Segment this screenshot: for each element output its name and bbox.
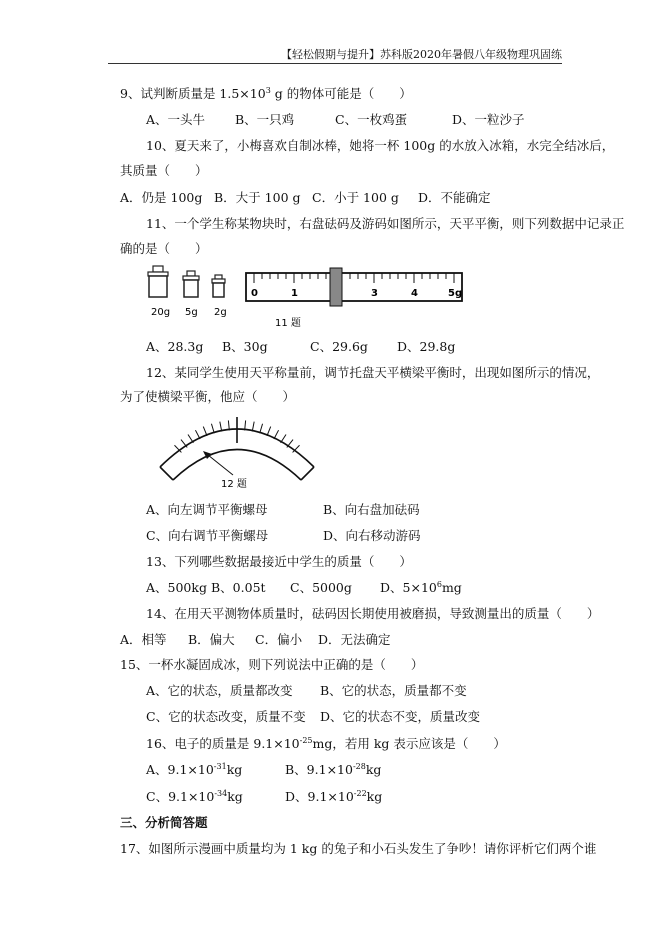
question-11-option-a: A、28.3g xyxy=(146,339,204,354)
question-10-stem-line2: 其质量（ ） xyxy=(120,163,208,178)
scale-tick xyxy=(211,424,214,434)
ruler-rider xyxy=(330,268,342,306)
question-11-option-c: C、29.6g xyxy=(310,339,368,354)
question-9-option-a: A、一头牛 xyxy=(146,112,206,127)
question-14-option-b: B．偏大 xyxy=(188,632,235,647)
question-16-option-d: D、$9.1\times 10^{-22}kg$ xyxy=(285,789,383,804)
question-13-option-b: B、0.05t xyxy=(211,580,266,595)
question-9-option-c: C、一枚鸡蛋 xyxy=(335,112,408,127)
question-13-stem: 13、下列哪些数据最接近中学生的质量（ ） xyxy=(146,554,412,569)
figure-12-caption: 12 题 xyxy=(221,479,247,490)
weight-5g-label: 5g xyxy=(185,307,198,318)
question-13-option-c: C、5000g xyxy=(290,580,352,595)
question-11-stem-line2: 确的是（ ） xyxy=(120,241,208,256)
ruler-tick-label: 1 xyxy=(291,288,298,299)
question-15-option-d: D、它的状态不变，质量改变 xyxy=(320,709,481,724)
question-14-option-a: A．相等 xyxy=(120,632,167,647)
scale-tick xyxy=(267,427,271,436)
question-12-stem-line1: 12、某同学生使用天平称量前，调节托盘天平横梁平衡时，出现如图所示的情况， xyxy=(146,365,600,380)
question-16-option-c: C、$9.1\times 10^{-34}kg$ xyxy=(146,789,243,804)
weight-20g xyxy=(148,266,170,318)
weight-2g-label: 2g xyxy=(214,307,227,318)
question-15-option-a: A、它的状态，质量都改变 xyxy=(146,683,293,698)
figure-11-caption: 11 题 xyxy=(275,318,301,329)
scale-tick xyxy=(203,427,207,436)
question-14-stem: 14、在用天平测物体质量时，砝码因长期使用被磨损，导致测量出的质量（ ） xyxy=(146,606,600,621)
question-10-option-b: B．大于 100 g xyxy=(214,190,301,205)
question-15-option-c: C、它的状态改变，质量不变 xyxy=(146,709,306,724)
question-17-stem-line1: 17、如图所示漫画中质量均为 1 kg 的兔子和小石头发生了争吵！请你评析它们两个谁 xyxy=(120,841,597,856)
weight-20g-label: 20g xyxy=(151,307,171,318)
question-16-stem: 16、电子的质量是 $9.1\times 10^{-25}mg$，若用 kg 表示应该是（ ） xyxy=(146,736,506,751)
question-12-option-d: D、向右移动游码 xyxy=(323,528,421,543)
scale-tick xyxy=(188,435,193,443)
question-10-stem-line1: 10、夏天来了，小梅喜欢自制冰棒，她将一杯 100g 的水放入冰箱，水完全结冰后， xyxy=(146,138,615,153)
ruler-tick-label: 5g xyxy=(448,288,463,299)
question-12-option-a: A、向左调节平衡螺母 xyxy=(146,502,268,517)
section-3-title: 三、分析简答题 xyxy=(120,815,208,830)
weight-5g xyxy=(183,271,199,318)
question-12-option-c: C、向右调节平衡螺母 xyxy=(146,528,269,543)
page-header: 【轻松假期与提升】苏科版2020年暑假八年级物理巩固练 xyxy=(281,48,562,61)
question-15-option-b: B、它的状态，质量都不变 xyxy=(320,683,467,698)
balance-scale-figure xyxy=(145,405,335,495)
scale-tick xyxy=(274,430,279,439)
ruler-tick-label: 3 xyxy=(371,288,378,299)
question-14-option-c: C．偏小 xyxy=(255,632,303,647)
question-11-option-d: D、29.8g xyxy=(397,339,456,354)
scale-tick xyxy=(260,424,263,434)
ruler-tick-label: 4 xyxy=(411,288,418,299)
weight-2g xyxy=(212,275,227,318)
question-9-option-d: D、一粒沙子 xyxy=(452,112,525,127)
figure-12-arrow xyxy=(208,455,233,475)
question-11-option-b: B、30g xyxy=(222,339,268,354)
ruler-tick-label: 0 xyxy=(251,288,258,299)
question-9-stem: 9、试判断质量是 $1.5\times 10^3$ g 的物体可能是（ ） xyxy=(120,86,412,101)
question-13-option-d: D、$5\times 10^6mg$ xyxy=(380,580,462,595)
question-16-option-a: A、$9.1\times 10^{-31}kg$ xyxy=(146,762,243,777)
question-11-stem-line1: 11、一个学生称某物块时，右盘砝码及游码如图所示，天平平衡，则下列数据中记录正 xyxy=(146,216,625,231)
question-15-stem: 15、一杯水凝固成冰，则下列说法中正确的是（ ） xyxy=(120,657,424,672)
question-10-option-d: D．不能确定 xyxy=(418,190,491,205)
question-16-option-b: B、$9.1\times 10^{-28}kg$ xyxy=(285,762,382,777)
question-12-option-b: B、向右盘加砝码 xyxy=(323,502,420,517)
question-12-stem-line2: 为了使横梁平衡，他应（ ） xyxy=(120,389,296,404)
header-divider xyxy=(108,63,562,64)
scale-tick xyxy=(281,435,286,443)
question-14-option-d: D．无法确定 xyxy=(318,632,391,647)
scale-tick xyxy=(195,430,200,439)
question-10-option-a: A．仍是 100g xyxy=(120,190,203,205)
question-10-option-c: C．小于 100 g xyxy=(312,190,399,205)
question-9-option-b: B、一只鸡 xyxy=(235,112,295,127)
question-13-option-a: A、500kg xyxy=(146,580,207,595)
weights-and-ruler-figure xyxy=(140,260,470,335)
balance-ruler xyxy=(246,268,462,306)
